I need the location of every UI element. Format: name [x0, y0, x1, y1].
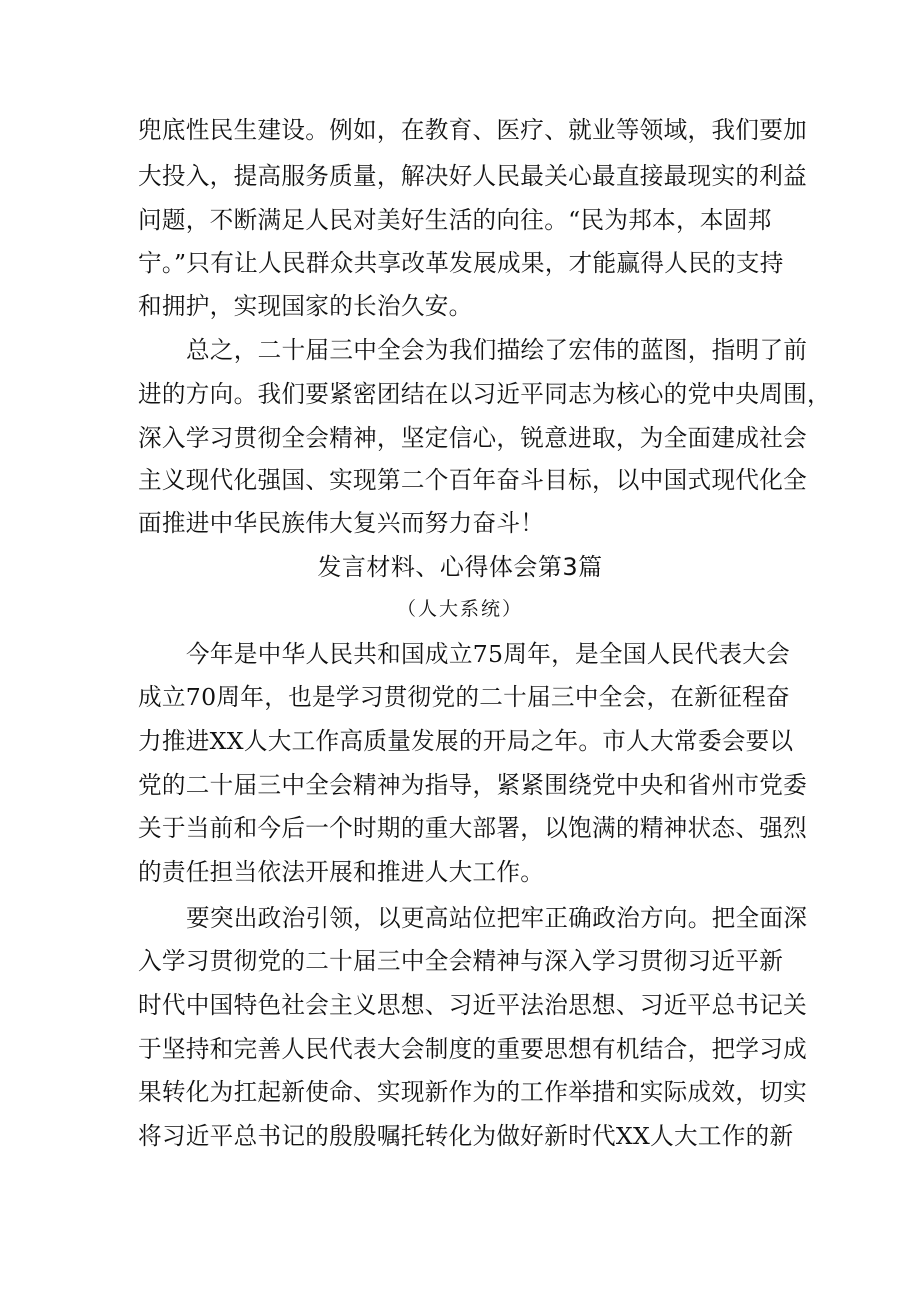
- text-line: 党的二十届三中全会精神为指导，紧紧围绕党中央和省州市党委: [138, 771, 808, 799]
- text-line: 大投入，提高服务质量，解决好人民最关心最直接最现实的利益: [138, 162, 808, 190]
- section-title: 发言材料、心得体会第3篇: [317, 553, 603, 581]
- text-line: 问题，不断满足人民对美好生活的向往。“民为邦本，本固邦: [138, 206, 772, 234]
- text-line: 和拥护，实现国家的长治久安。: [138, 292, 473, 320]
- text-line: 宁。”只有让人民群众共享改革发展成果，才能赢得人民的支持: [138, 249, 784, 277]
- text-line: 要突出政治引领，以更高站位把牢正确政治方向。把全面深: [186, 904, 808, 932]
- text-line: 深入学习贯彻全会精神，坚定信心，锐意进取，为全面建成社会: [138, 424, 808, 452]
- text-line: 面推进中华民族伟大复兴而努力奋斗！: [138, 509, 545, 537]
- text-line: 力推进XX人大工作高质量发展的开局之年。市人大常委会要以: [138, 727, 794, 755]
- text-line: 关于当前和今后一个时期的重大部署，以饱满的精神状态、强烈: [138, 814, 808, 842]
- text-line: 今年是中华人民共和国成立75周年，是全国人民代表大会: [186, 640, 791, 668]
- section-subtitle: （人大系统）: [396, 598, 523, 620]
- text-line: 兜底性民生建设。例如，在教育、医疗、就业等领域，我们要加: [138, 116, 808, 144]
- text-line: 总之，二十届三中全会为我们描绘了宏伟的蓝图，指明了前: [186, 336, 808, 364]
- text-line: 果转化为扛起新使命、实现新作为的工作举措和实际成效，切实: [138, 1078, 808, 1106]
- text-line: 入学习贯彻党的二十届三中全会精神与深入学习贯彻习近平新: [138, 947, 784, 975]
- text-line: 于坚持和完善人民代表大会制度的重要思想有机结合，把学习成: [138, 1035, 808, 1063]
- text-line: 进的方向。我们要紧密团结在以习近平同志为核心的党中央周围，: [138, 380, 831, 408]
- text-line: 时代中国特色社会主义思想、习近平法治思想、习近平总书记关: [138, 991, 808, 1019]
- text-line: 将习近平总书记的殷殷嘱托转化为做好新时代XX人大工作的新: [138, 1122, 794, 1150]
- text-line: 的责任担当依法开展和推进人大工作。: [138, 858, 545, 886]
- text-line: 成立70周年，也是学习贯彻党的二十届三中全会，在新征程奋: [138, 683, 790, 711]
- text-line: 主义现代化强国、实现第二个百年奋斗目标，以中国式现代化全: [138, 466, 808, 494]
